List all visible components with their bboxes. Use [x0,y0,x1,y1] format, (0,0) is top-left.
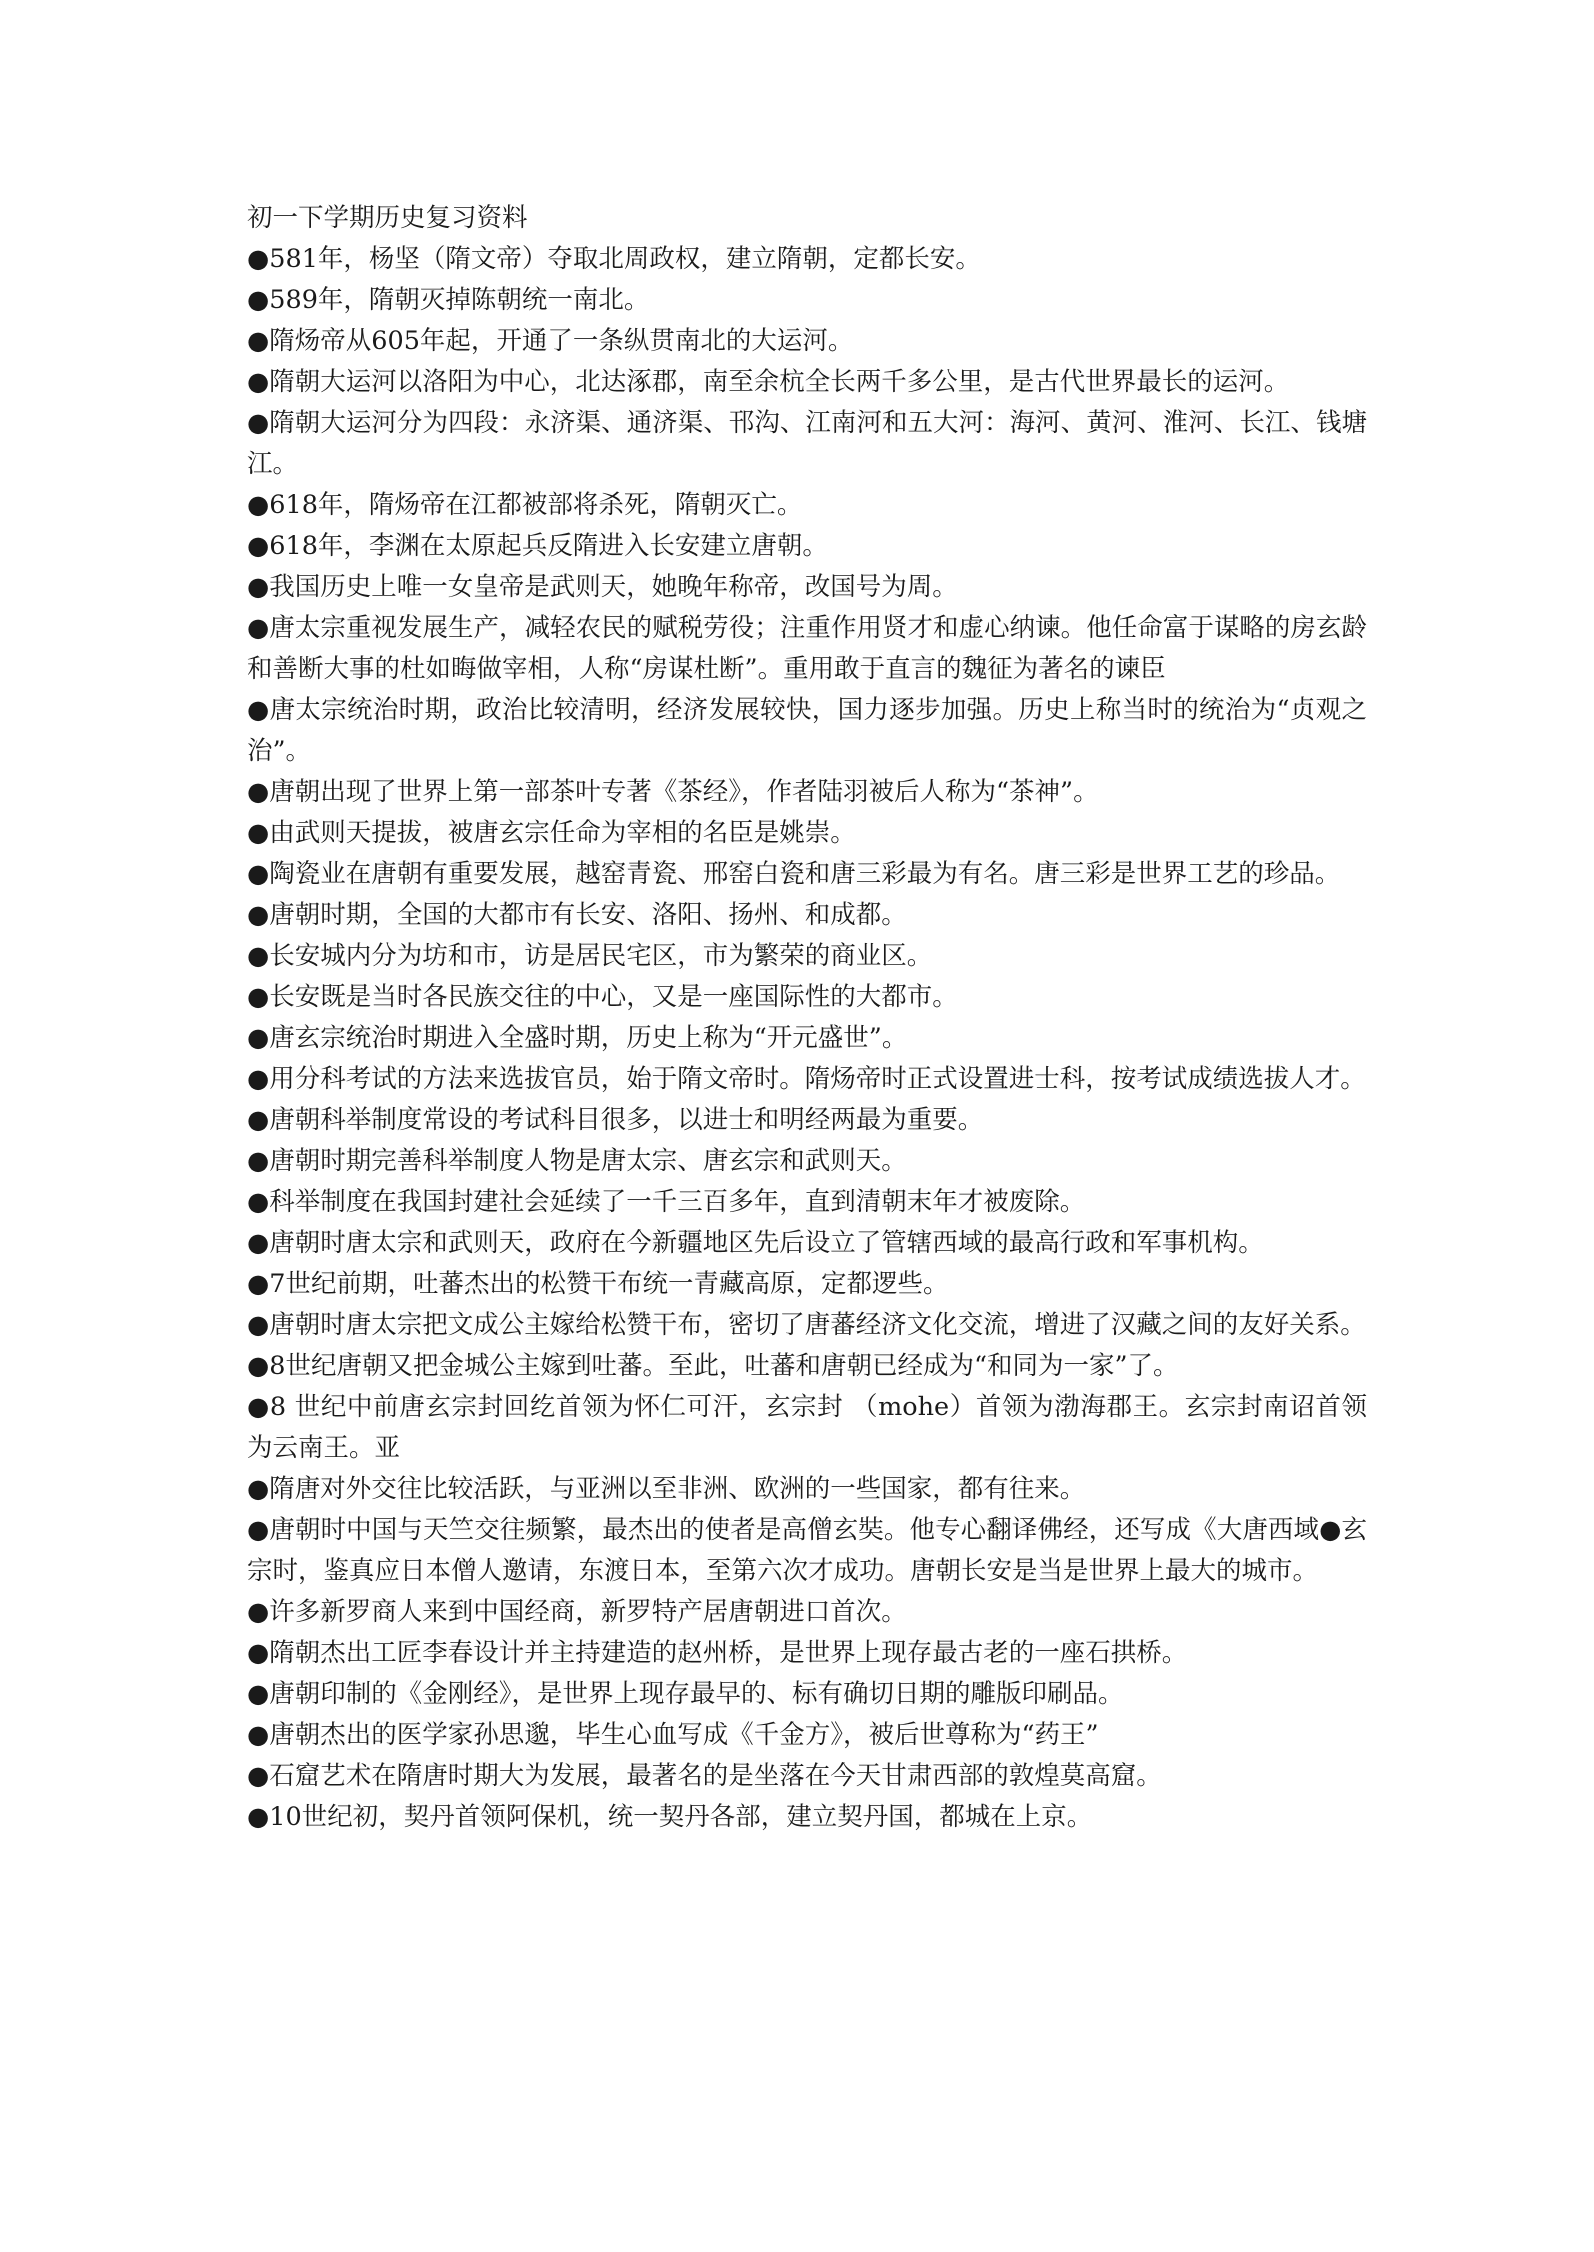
list-item: ●隋朝杰出工匠李春设计并主持建造的赵州桥，是世界上现存最古老的一座石拱桥。 [247,1638,1188,1668]
list-item: ●隋唐对外交往比较活跃，与亚洲以至非洲、欧洲的一些国家，都有往来。 [247,1474,1086,1504]
list-item: ●唐朝科举制度常设的考试科目很多，以进士和明经两最为重要。 [247,1105,984,1135]
document-title: 初一下学期历史复习资料 [247,203,528,233]
list-item: ●唐朝时期完善科举制度人物是唐太宗、唐玄宗和武则天。 [247,1146,907,1176]
list-item: ●618年，李渊在太原起兵反隋进入长安建立唐朝。 [247,531,828,561]
list-item: ●唐朝印制的《金刚经》，是世界上现存最早的、标有确切日期的雕版印刷品。 [247,1679,1124,1709]
document-body [247,198,1367,1838]
list-item: ●7世纪前期，吐蕃杰出的松赞干布统一青藏高原，定都逻些。 [247,1269,949,1299]
list-item: ●用分科考试的方法来选拔官员，始于隋文帝时。隋炀帝时正式设置进士科，按考试成绩选拔人才。 [247,1064,1366,1094]
list-item: ●长安既是当时各民族交往的中心，又是一座国际性的大都市。 [247,982,958,1012]
list-item: ●唐朝时中国与天竺交往频繁，最杰出的使者是高僧玄奘。他专心翻译佛经，还写成《大唐西域●玄宗时，鉴真应日本僧人邀请，东渡日本，至第六次才成功。唐朝长安是当是世界上最大的城市。 [247,1515,1367,1586]
list-item: ●科举制度在我国封建社会延续了一千三百多年，直到清朝末年才被废除。 [247,1187,1086,1217]
list-item: ●唐太宗统治时期，政治比较清明，经济发展较快，国力逐步加强。历史上称当时的统治为“贞观之治”。 [247,695,1367,766]
list-item: ●589年，隋朝灭掉陈朝统一南北。 [247,285,650,315]
list-item: ●许多新罗商人来到中国经商，新罗特产居唐朝进口首次。 [247,1597,907,1627]
list-item: ●8世纪唐朝又把金城公主嫁到吐蕃。至此，吐蕃和唐朝已经成为“和同为一家”了。 [247,1351,1179,1381]
list-item: ●隋炀帝从605年起，开通了一条纵贯南北的大运河。 [247,326,854,356]
list-item: ●唐朝杰出的医学家孙思邈，毕生心血写成《千金方》，被后世尊称为“药王” [247,1720,1099,1750]
list-item: ●由武则天提拔，被唐玄宗任命为宰相的名臣是姚崇。 [247,818,856,848]
list-item: ●唐朝时期，全国的大都市有长安、洛阳、扬州、和成都。 [247,900,907,930]
list-item: ●唐太宗重视发展生产，减轻农民的赋税劳役；注重作用贤才和虚心纳谏。他任命富于谋略的房玄龄和善断大事的杜如晦做宰相，人称“房谋杜断”。重用敢于直言的魏征为著名的谏臣 [247,613,1367,684]
list-item: ●唐朝时唐太宗和武则天，政府在今新疆地区先后设立了管辖西域的最高行政和军事机构。 [247,1228,1264,1258]
list-item: ●唐朝时唐太宗把文成公主嫁给松赞干布，密切了唐蕃经济文化交流，增进了汉藏之间的友好关系。 [247,1310,1366,1340]
list-item: ●陶瓷业在唐朝有重要发展，越窑青瓷、邢窑白瓷和唐三彩最为有名。唐三彩是世界工艺的珍品。 [247,859,1341,889]
list-item: ●石窟艺术在隋唐时期大为发展，最著名的是坐落在今天甘肃西部的敦煌莫高窟。 [247,1761,1162,1791]
list-item: ●长安城内分为坊和市，访是居民宅区，市为繁荣的商业区。 [247,941,933,971]
list-item: ●隋朝大运河分为四段：永济渠、通济渠、邗沟、江南河和五大河：海河、黄河、淮河、长江、钱塘江。 [247,408,1367,479]
list-item: ●唐朝出现了世界上第一部茶叶专著《茶经》，作者陆羽被后人称为“茶神”。 [247,777,1099,807]
list-item: ●我国历史上唯一女皇帝是武则天，她晚年称帝，改国号为周。 [247,572,958,602]
list-item: ●10世纪初，契丹首领阿保机，统一契丹各部，建立契丹国，都城在上京。 [247,1802,1093,1832]
list-item: ●581年，杨坚（隋文帝）夺取北周政权，建立隋朝，定都长安。 [247,244,981,274]
list-item: ●唐玄宗统治时期进入全盛时期，历史上称为“开元盛世”。 [247,1023,908,1053]
list-item: ●隋朝大运河以洛阳为中心，北达涿郡，南至余杭全长两千多公里，是古代世界最长的运河。 [247,367,1290,397]
list-item: ●8 世纪中前唐玄宗封回纥首领为怀仁可汗，玄宗封 （mohe）首领为渤海郡王。玄宗封南诏首领为云南王。亚 [247,1392,1367,1463]
list-item: ●618年，隋炀帝在江都被部将杀死，隋朝灭亡。 [247,490,803,520]
